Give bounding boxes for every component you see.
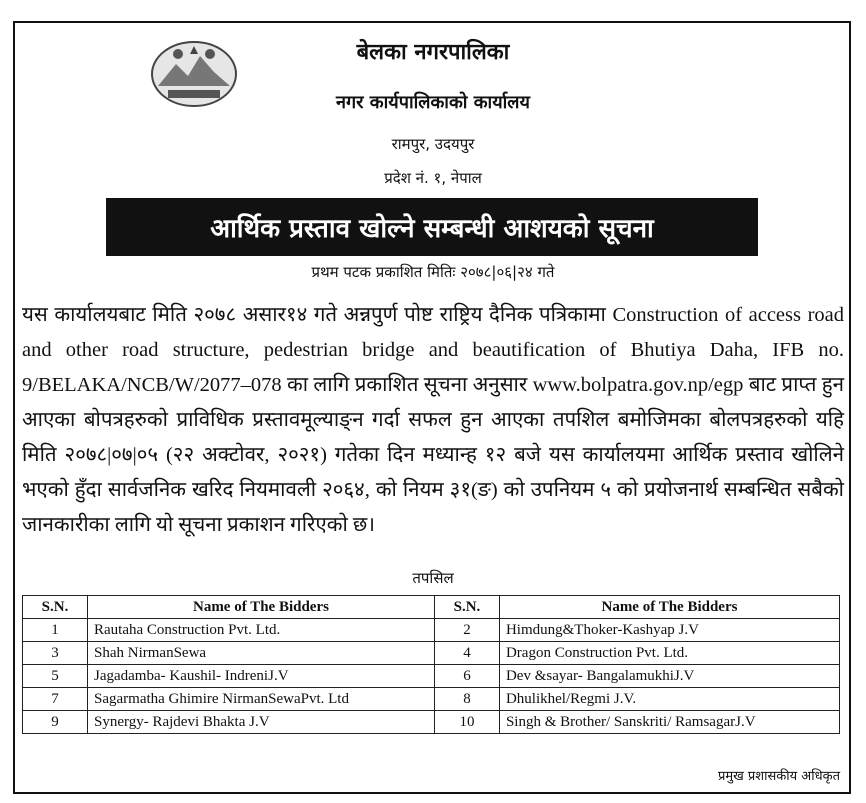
sn-cell: 2 [434,619,499,642]
header-sn: S.N. [23,596,88,619]
table-row [23,619,840,642]
address: रामपुर, उदयपुर [391,135,475,153]
table-row [23,711,840,734]
bidder-cell: Dev &sayar- BangalamukhiJ.V [499,665,839,688]
bidder-cell: Jagadamba- Kaushil- IndreniJ.V [88,665,435,688]
sn-cell: 6 [434,665,499,688]
province: प्रदेश नं. १, नेपाल [384,169,482,187]
table-row [23,665,840,688]
header-bidder-name: Name of The Bidders [499,596,839,619]
sn-cell: 8 [434,688,499,711]
table-header-row [23,596,840,619]
sn-cell: 10 [434,711,499,734]
sn-cell: 9 [23,711,88,734]
signatory-title: प्रमुख प्रशासकीय अधिकृत [717,769,840,784]
office-name: नगर कार्यपालिकाको कार्यालय [336,92,530,113]
bidder-cell: Himdung&Thoker-Kashyap J.V [499,619,839,642]
sn-cell: 1 [23,619,88,642]
bidder-cell: Rautaha Construction Pvt. Ltd. [88,619,435,642]
bidder-cell: Dragon Construction Pvt. Ltd. [499,642,839,665]
sn-cell: 3 [23,642,88,665]
bidder-cell: Synergy- Rajdevi Bhakta J.V [88,711,435,734]
table-row [23,642,840,665]
bidder-cell: Shah NirmanSewa [88,642,435,665]
notice-body: यस कार्यालयबाट मिति २०७८ असार१४ गते अन्नपुर्ण पोष्ट राष्ट्रिय दैनिक पत्रिकामा Construction of access road and other road structure, pedestrian bridge and beautification of Bhutiya Daha, IFB no. 9/BELAKA/NCB/W/2077–078 का लागि प्रकाशित सूचना अनुसार www.bolpatra.gov.np/egp बाट प्राप्त हुन आएका बोपत्रहरुको प्राविधिक प्रस्तावमूल्याङ्न गर्दा सफल हुन आएका तपशिल बमोजिमका बोलपत्रहरुको यहि मिति २०७८|०७|०५ (२२ अक्टोवर, २०२१) गतेका दिन मध्यान्ह १२ बजे यस कार्यालयमा आर्थिक प्रस्ताव खोलिने भएको हुँदा सार्वजनिक खरिद नियमावली २०६४, को नियम ३१(ङ) को उपनियम ५ को प्रयोजनार्थ सम्बन्धित सबैको जानकारीका लागि यो सूचना प्रकाशन गरिएको छ। [22,304,844,536]
publication-date: प्रथम पटक प्रकाशित मितिः २०७८|०६|२४ गते [311,263,555,281]
bidder-cell: Dhulikhel/Regmi J.V. [499,688,839,711]
bidder-cell: Sagarmatha Ghimire NirmanSewaPvt. Ltd [88,688,435,711]
notice-title: आर्थिक प्रस्ताव खोल्ने सम्बन्धी आशयको सूचना [106,198,758,256]
bidder-cell: Singh & Brother/ Sanskriti/ RamsagarJ.V [499,711,839,734]
sn-cell: 7 [23,688,88,711]
tapsil-heading: तपसिल [412,569,454,587]
header-bidder-name: Name of The Bidders [88,596,435,619]
bidders-table [22,595,840,734]
sn-cell: 4 [434,642,499,665]
table-row [23,688,840,711]
sn-cell: 5 [23,665,88,688]
org-name: बेलका नगरपालिका [356,40,510,65]
header-sn: S.N. [434,596,499,619]
